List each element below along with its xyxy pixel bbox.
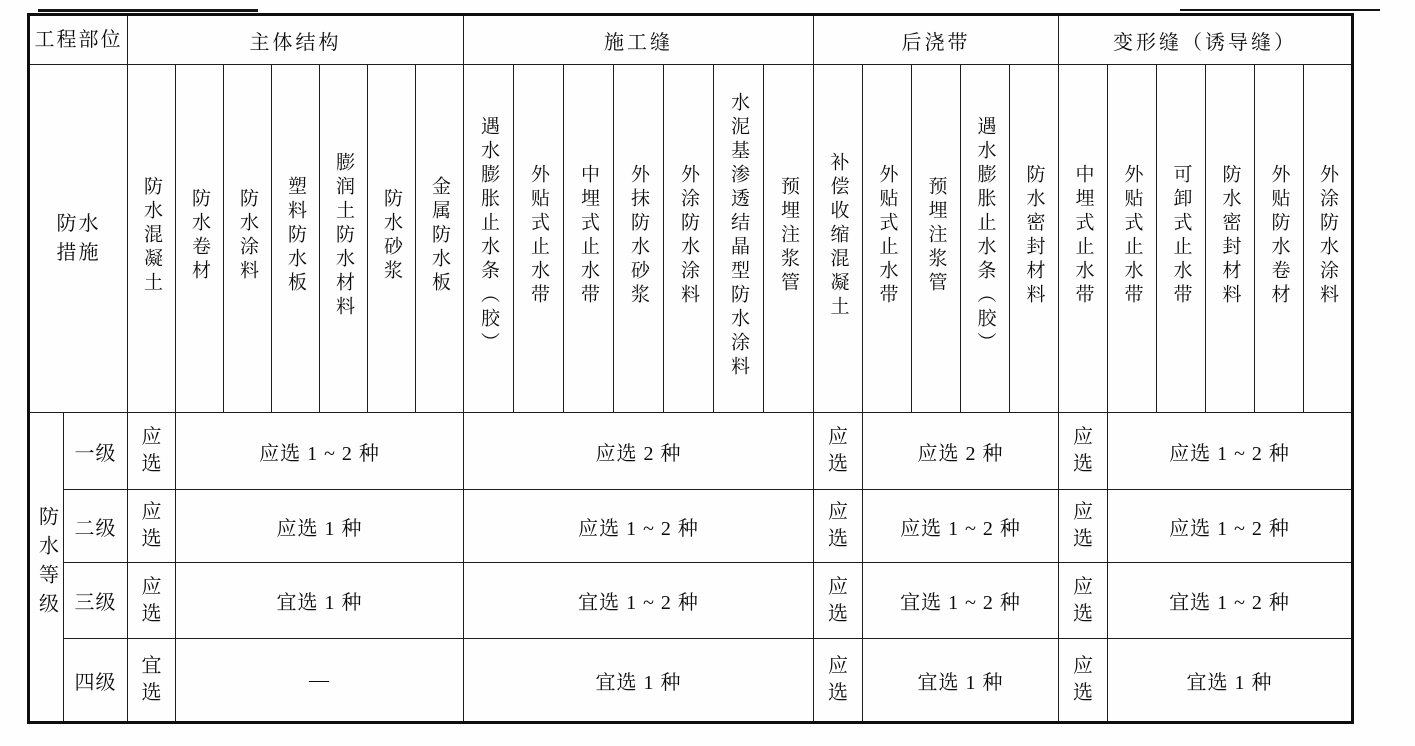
group-header-label: 后浇带	[901, 31, 971, 54]
material-header-cell	[1255, 65, 1304, 413]
selection-cell-highlighted: 应选	[128, 490, 176, 563]
corner-measures-cell	[29, 65, 128, 413]
material-header-label: 预埋注浆管	[778, 175, 799, 296]
selection-cell: 宜选 1 种	[176, 563, 464, 639]
selection-cell: 应选 2 种	[464, 413, 814, 490]
material-header-label: 可卸式止水带	[1170, 163, 1192, 308]
material-header-cell	[961, 65, 1010, 413]
waterproofing-measures-table	[27, 13, 1354, 724]
selection-cell: 应选	[814, 413, 863, 490]
selection-cell: 应选 1 ~ 2 种	[1108, 413, 1353, 490]
selection-cell: 宜选 1 种	[464, 639, 814, 723]
selection-cell: 宜选 1 ~ 2 种	[863, 563, 1059, 639]
material-header-cell	[614, 65, 664, 413]
selection-cell: 应选 2 种	[863, 413, 1059, 490]
material-header-label: 外贴式止水带	[528, 163, 549, 308]
selection-cell-highlighted: 应选 1 种	[176, 490, 464, 563]
material-header-cell	[416, 65, 464, 413]
material-header-cell	[464, 65, 514, 413]
group-header-label: 施工缝	[604, 31, 673, 54]
material-header-label: 水泥基渗透结晶型防水涂料	[728, 91, 749, 380]
selection-cell: 宜选 1 ~ 2 种	[1108, 563, 1353, 639]
material-header-cell	[1059, 65, 1108, 413]
selection-cell: 应选	[814, 639, 863, 723]
material-header-label: 防水混凝土	[141, 175, 162, 296]
material-header-cell	[368, 65, 416, 413]
grade-axis-cell	[29, 413, 64, 723]
selection-cell: 宜选	[128, 639, 176, 723]
material-header-cell	[664, 65, 714, 413]
material-header-cell	[564, 65, 614, 413]
material-header-label: 防水卷材	[189, 187, 210, 284]
selection-cell: —	[176, 639, 464, 723]
scan-artifact	[38, 9, 258, 12]
table-row-grade-1	[29, 413, 1353, 490]
material-header-label: 膨润土防水材料	[333, 151, 354, 320]
material-header-label: 预埋注浆管	[925, 175, 947, 296]
material-header-label: 防水涂料	[237, 187, 258, 284]
material-header-cell	[714, 65, 764, 413]
material-header-label: 遇水膨胀止水条（胶）	[974, 115, 996, 356]
selection-cell-highlighted: 应选 1 ~ 2 种	[464, 490, 814, 563]
group-header-label: 主体结构	[249, 31, 342, 54]
material-header-cell	[912, 65, 961, 413]
material-header-label: 中埋式止水带	[578, 163, 599, 308]
group-header-label: 变形缝（诱导缝）	[1113, 31, 1297, 54]
grade-label-cell: 二级	[64, 490, 128, 563]
table-row-grade-2-highlighted	[29, 490, 1353, 563]
material-header-label: 外涂防水涂料	[1317, 163, 1338, 308]
material-header-label: 补偿收缩混凝土	[827, 151, 849, 320]
selection-cell: 应选	[128, 413, 176, 490]
material-header-cell	[1108, 65, 1157, 413]
selection-cell: 应选	[128, 563, 176, 639]
material-header-cell	[764, 65, 814, 413]
material-header-label: 外贴式止水带	[1121, 163, 1143, 308]
material-header-label: 外贴式止水带	[876, 163, 898, 308]
header-row-project-parts	[29, 15, 1353, 65]
material-header-label: 防水密封材料	[1219, 163, 1241, 308]
material-header-label: 塑料防水板	[285, 175, 306, 296]
material-header-cell	[272, 65, 320, 413]
grade-label-cell: 一级	[64, 413, 128, 490]
material-header-cell	[514, 65, 564, 413]
material-header-label: 外抹防水砂浆	[628, 163, 649, 308]
grade-label-cell: 三级	[64, 563, 128, 639]
selection-cell-highlighted: 应选 1 ~ 2 种	[863, 490, 1059, 563]
group-header-deformation-joint	[1059, 15, 1353, 65]
material-header-label: 金属防水板	[429, 175, 450, 296]
material-header-label: 遇水膨胀止水条（胶）	[478, 115, 499, 356]
corner-project-part-cell	[29, 15, 128, 65]
material-header-label: 外贴防水卷材	[1268, 163, 1290, 308]
material-header-label: 防水密封材料	[1023, 163, 1045, 308]
material-header-cell	[128, 65, 176, 413]
material-header-cell	[814, 65, 863, 413]
material-header-cell	[1304, 65, 1353, 413]
material-header-cell	[1206, 65, 1255, 413]
group-header-post-cast-strip	[814, 15, 1059, 65]
selection-cell: 宜选 1 ~ 2 种	[464, 563, 814, 639]
scan-artifact	[1180, 9, 1380, 11]
grade-label-cell: 四级	[64, 639, 128, 723]
selection-cell: 应选	[1059, 413, 1108, 490]
selection-cell: 宜选 1 种	[1108, 639, 1353, 723]
material-header-cell	[320, 65, 368, 413]
group-header-main-structure	[128, 15, 464, 65]
material-header-label: 中埋式止水带	[1072, 163, 1094, 308]
selection-cell: 应选	[814, 563, 863, 639]
selection-cell: 应选 1 ~ 2 种	[176, 413, 464, 490]
material-header-label: 外涂防水涂料	[678, 163, 699, 308]
corner-measures-label: 防水措施	[56, 212, 101, 264]
selection-cell-highlighted: 应选 1 ~ 2 种	[1108, 490, 1353, 563]
header-row-materials	[29, 65, 1353, 413]
selection-cell: 宜选 1 种	[863, 639, 1059, 723]
grade-axis-label: 防水等级	[35, 506, 58, 622]
selection-cell-highlighted: 应选	[814, 490, 863, 563]
material-header-cell	[863, 65, 912, 413]
selection-cell: 应选	[1059, 563, 1108, 639]
group-header-construction-joint	[464, 15, 814, 65]
material-header-label: 防水砂浆	[381, 187, 402, 284]
table-row-grade-3	[29, 563, 1353, 639]
material-header-cell	[224, 65, 272, 413]
corner-project-part-label: 工程部位	[34, 28, 123, 51]
selection-cell: 应选	[1059, 639, 1108, 723]
material-header-cell	[176, 65, 224, 413]
material-header-cell	[1157, 65, 1206, 413]
table-row-grade-4	[29, 639, 1353, 723]
selection-cell-highlighted: 应选	[1059, 490, 1108, 563]
material-header-cell	[1010, 65, 1059, 413]
